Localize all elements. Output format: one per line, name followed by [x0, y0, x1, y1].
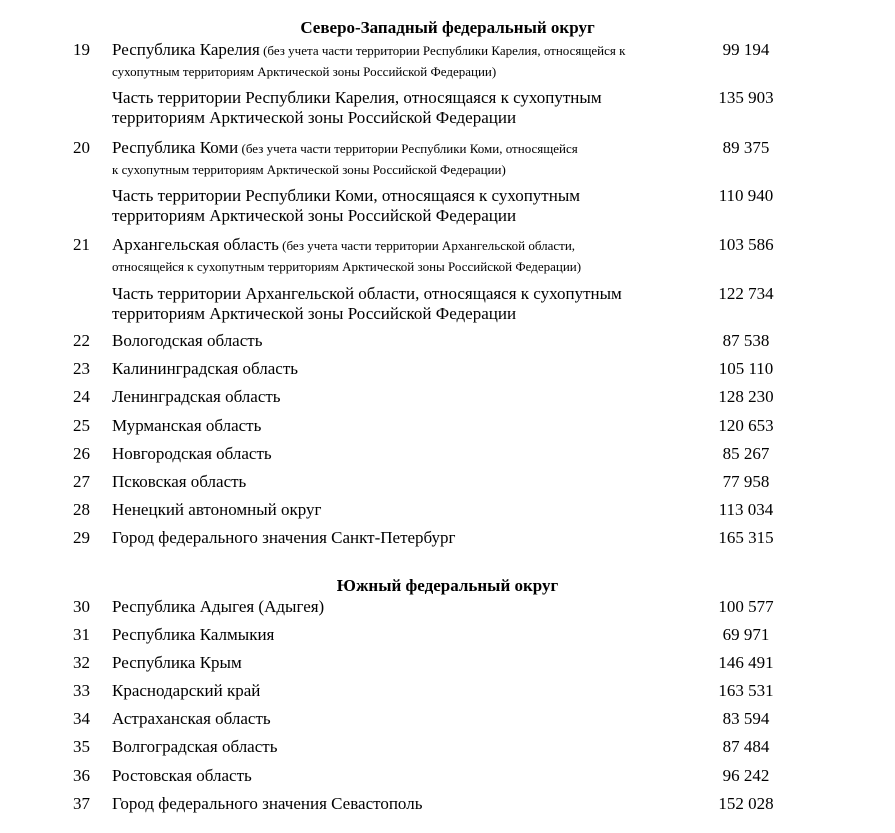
row-number: 23: [73, 359, 90, 378]
region-name: [112, 186, 702, 226]
row-number: 24: [73, 387, 90, 406]
region-note: (без учета части территории Республики Коми, относящейся: [238, 141, 578, 156]
region-title: Республика Карелия: [112, 40, 260, 59]
row-number: 34: [73, 709, 90, 728]
region-value: 165 315: [718, 528, 774, 547]
region-value: 83 594: [722, 709, 770, 728]
section-title-northwest: Северо-Западный федеральный округ: [300, 18, 595, 37]
row-number: 27: [73, 472, 90, 491]
region-title: Часть территории Республики Коми, относящаяся к сухопутным: [112, 186, 580, 205]
region-name: Краснодарский край: [112, 681, 261, 700]
region-name: [112, 88, 702, 128]
region-name: Новгородская область: [112, 444, 272, 463]
region-value: 135 903: [718, 88, 774, 107]
region-value: 87 538: [722, 331, 770, 350]
region-value: 120 653: [718, 416, 774, 435]
region-title-cont: территориям Арктической зоны Российской Федерации: [112, 304, 517, 323]
region-title: Архангельская область: [112, 235, 279, 254]
region-value: 128 230: [718, 387, 774, 406]
row-number: 32: [73, 653, 90, 672]
row-number: 37: [73, 794, 90, 813]
region-name: Республика Адыгея (Адыгея): [112, 597, 325, 616]
region-name: [112, 235, 702, 277]
region-value: 113 034: [718, 500, 774, 519]
region-name: Республика Крым: [112, 653, 242, 672]
region-name: Ненецкий автономный округ: [112, 500, 322, 519]
region-value: 100 577: [718, 597, 774, 616]
region-title-cont: территориям Арктической зоны Российской Федерации: [112, 108, 517, 127]
region-title: Республика Коми: [112, 138, 239, 157]
region-name: Ленинградская область: [112, 387, 281, 406]
region-value: 69 971: [722, 625, 770, 644]
region-value: 103 586: [718, 235, 774, 254]
region-value: 105 110: [718, 359, 774, 378]
region-value: 96 242: [722, 766, 770, 785]
region-name: Вологодская область: [112, 331, 263, 350]
row-number: 29: [73, 528, 90, 547]
row-number: 21: [73, 235, 90, 254]
region-value: 122 734: [718, 284, 774, 303]
region-name: Волгоградская область: [112, 737, 278, 756]
region-value: 163 531: [718, 681, 774, 700]
region-note-cont: к сухопутным территориям Арктической зоны Российской Федерации): [112, 162, 506, 177]
region-value: 152 028: [718, 794, 774, 813]
region-note-cont: сухопутным территориям Арктической зоны Российской Федерации): [112, 64, 497, 79]
region-note: (без учета части территории Республики Карелия, относящейся к: [259, 43, 626, 58]
region-name: Псковская область: [112, 472, 247, 491]
region-title: Часть территории Архангельской области, относящаяся к сухопутным: [112, 284, 622, 303]
row-number: 19: [73, 40, 90, 59]
row-number: 31: [73, 625, 90, 644]
region-value: 87 484: [722, 737, 770, 756]
region-value: 99 194: [722, 40, 770, 59]
region-name: [112, 284, 702, 324]
region-title: Часть территории Республики Карелия, относящаяся к сухопутным: [112, 88, 602, 107]
row-number: 26: [73, 444, 90, 463]
row-number: 33: [73, 681, 90, 700]
region-name: Калининградская область: [112, 359, 298, 378]
region-value: 85 267: [722, 444, 770, 463]
region-note-cont: относящейся к сухопутным территориям Арктической зоны Российской Федерации): [112, 259, 582, 274]
region-name: Город федерального значения Севастополь: [112, 794, 423, 813]
region-value: 110 940: [718, 186, 774, 205]
region-name: Республика Калмыкия: [112, 625, 275, 644]
region-name: Мурманская область: [112, 416, 262, 435]
row-number: 22: [73, 331, 90, 350]
row-number: 36: [73, 766, 90, 785]
region-value: 77 958: [722, 472, 770, 491]
section-title-south: Южный федеральный округ: [336, 576, 559, 595]
row-number: 25: [73, 416, 90, 435]
row-number: 20: [73, 138, 90, 157]
region-name: Город федерального значения Санкт-Петербург: [112, 528, 456, 547]
region-name: [112, 40, 702, 82]
row-number: 35: [73, 737, 90, 756]
region-title-cont: территориям Арктической зоны Российской Федерации: [112, 206, 517, 225]
region-note: (без учета части территории Архангельской области,: [278, 238, 576, 253]
row-number: 30: [73, 597, 90, 616]
region-name: Астраханская область: [112, 709, 271, 728]
region-name: [112, 138, 702, 180]
region-name: Ростовская область: [112, 766, 252, 785]
region-value: 146 491: [718, 653, 774, 672]
row-number: 28: [73, 500, 90, 519]
region-value: 89 375: [722, 138, 770, 157]
